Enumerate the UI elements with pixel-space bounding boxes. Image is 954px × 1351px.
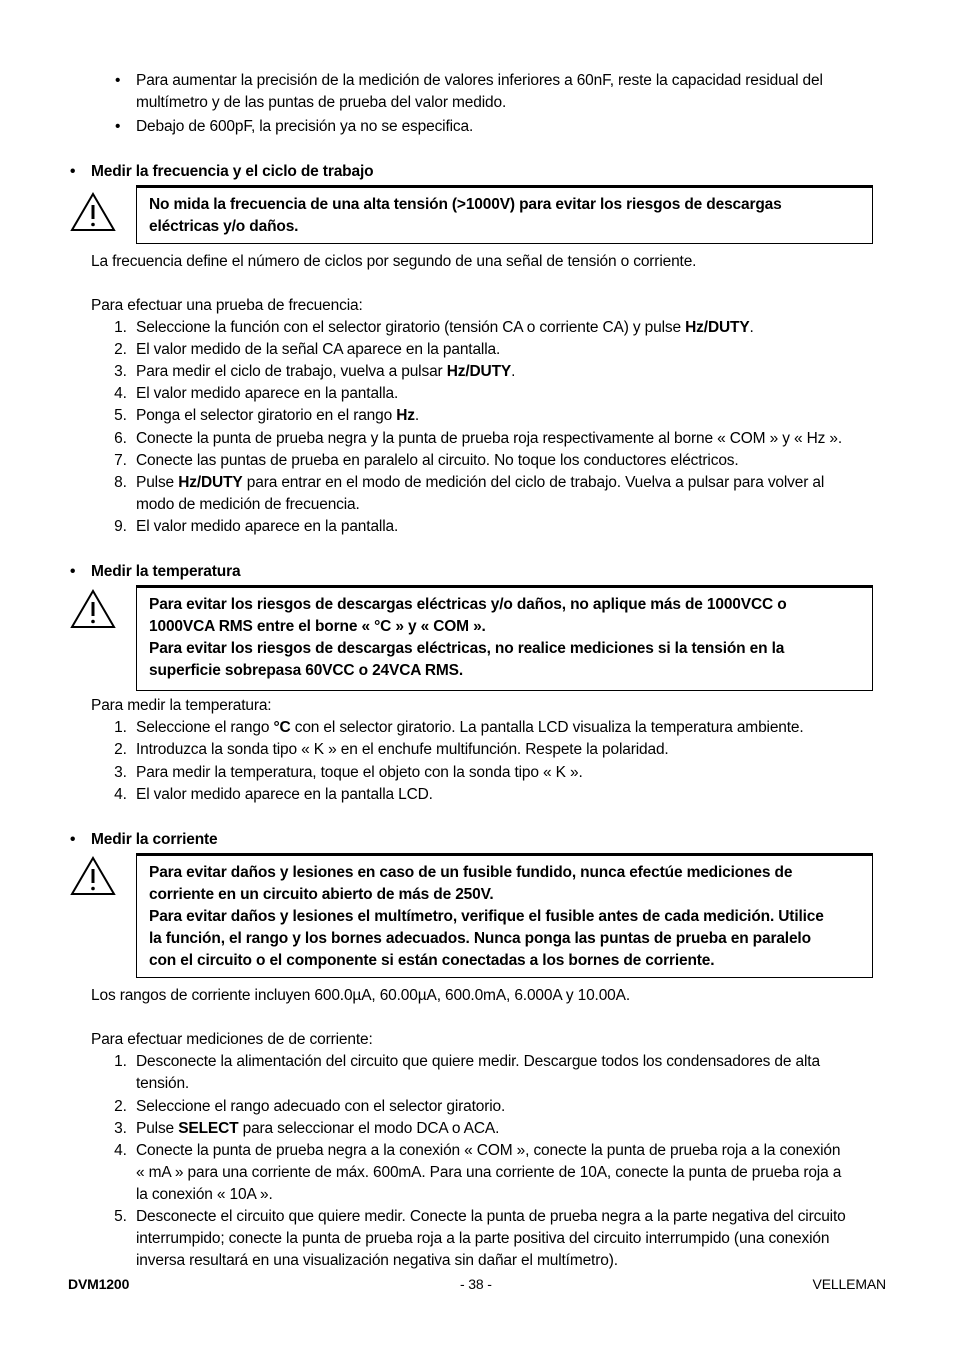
list-item: El valor medido aparece en la pantalla.	[136, 385, 399, 402]
list-item: Para medir el ciclo de trabajo, vuelva a pulsar Hz/DUTY.	[136, 363, 516, 380]
warning-line: la función, el rango y los bornes adecuados. Nunca ponga las puntas de prueba en paralelo	[149, 930, 811, 947]
step-number: 2.	[114, 1098, 127, 1115]
step-number: 5.	[114, 1208, 127, 1225]
warning-line: 1000VCA RMS entre el borne « °C » y « COM ».	[149, 618, 486, 635]
list-item-cont: modo de medición de frecuencia.	[136, 496, 360, 513]
list-item: Seleccione la función con el selector giratorio (tensión CA o corriente CA) y pulse Hz/DUTY.	[136, 319, 754, 336]
list-item: Desconecte el circuito que quiere medir. Conecte la punta de prueba negra a la parte negativa del circuito	[136, 1208, 846, 1225]
warning-box-frequency	[136, 187, 873, 244]
paragraph: La frecuencia define el número de ciclos por segundo de una señal de tensión o corriente.	[91, 253, 697, 270]
warning-triangle-icon	[70, 588, 116, 630]
step-number: 1.	[114, 319, 127, 336]
list-item-cont: « mA » para una corriente de máx. 600mA. Para una corriente de 10A, conecte la punta de prueba roja a	[136, 1164, 842, 1181]
warning-triangle-icon	[70, 855, 116, 897]
step-number: 8.	[114, 474, 127, 491]
step-number: 4.	[114, 786, 127, 803]
warning-line: Para evitar daños y lesiones en caso de un fusible fundido, nunca efectúe mediciones de	[149, 864, 793, 881]
step-number: 3.	[114, 1120, 127, 1137]
step-number: 9.	[114, 518, 127, 535]
step-number: 7.	[114, 452, 127, 469]
section-heading-frequency: • Medir la frecuencia y el ciclo de trabajo	[91, 161, 373, 183]
warning-triangle-icon	[70, 191, 116, 233]
step-number: 2.	[114, 341, 127, 358]
footer-page-number: - 38 -	[460, 1276, 492, 1292]
section-heading-temperature: • Medir la temperatura	[91, 561, 240, 583]
list-item: Conecte las puntas de prueba en paralelo al circuito. No toque los conductores eléctricos.	[136, 452, 739, 469]
warning-box-current	[136, 855, 873, 978]
warning-line: Para evitar los riesgos de descargas eléctricas y/o daños, no aplique más de 1000VCC o	[149, 596, 787, 613]
footer-brand: VELLEMAN	[812, 1276, 886, 1292]
list-item-cont: la conexión « 10A ».	[136, 1186, 273, 1203]
step-number: 4.	[114, 1142, 127, 1159]
list-item: El valor medido de la señal CA aparece en la pantalla.	[136, 341, 501, 358]
warning-line: corriente en un circuito abierto de más de 250V.	[149, 886, 494, 903]
paragraph: Para efectuar mediciones de de corriente:	[91, 1031, 373, 1048]
warning-line: con el circuito o el componente si están conectadas a los bornes de corriente.	[149, 952, 715, 969]
list-item: El valor medido aparece en la pantalla.	[136, 518, 399, 535]
warning-line: superficie sobrepasa 60VCC o 24VCA RMS.	[149, 662, 464, 679]
list-item: Para medir la temperatura, toque el objeto con la sonda tipo « K ».	[136, 764, 583, 781]
warning-line: Para evitar daños y lesiones el multímetro, verifique el fusible antes de cada medición. Utilice	[149, 908, 824, 925]
warning-line: No mida la frecuencia de una alta tensión (>1000V) para evitar los riesgos de descargas	[149, 196, 782, 213]
list-item-cont: inversa resultará en una visualización negativa sin dañar el multímetro).	[136, 1252, 618, 1269]
bullet-item-2: • Debajo de 600pF, la precisión ya no se especifica.	[136, 116, 473, 138]
list-item: El valor medido aparece en la pantalla LCD.	[136, 786, 433, 803]
step-number: 3.	[114, 363, 127, 380]
step-number: 6.	[114, 430, 127, 447]
paragraph: Para efectuar una prueba de frecuencia:	[91, 297, 363, 314]
footer-model: DVM1200	[68, 1276, 130, 1292]
bullet-item-1-cont: multímetro y de las puntas de prueba del valor medido.	[136, 94, 507, 111]
list-item: Seleccione el rango adecuado con el selector giratorio.	[136, 1098, 506, 1115]
list-item: Conecte la punta de prueba negra y la punta de prueba roja respectivamente al borne « COM » y « Hz ».	[136, 430, 843, 447]
warning-line: eléctricas y/o daños.	[149, 218, 299, 235]
step-number: 4.	[114, 385, 127, 402]
step-number: 1.	[114, 1053, 127, 1070]
list-item: Conecte la punta de prueba negra a la conexión « COM », conecte la punta de prueba roja a la conexión	[136, 1142, 841, 1159]
step-number: 1.	[114, 719, 127, 736]
list-item: Introduzca la sonda tipo « K » en el enchufe multifunción. Respete la polaridad.	[136, 741, 669, 758]
bullet-item-1: • Para aumentar la precisión de la medición de valores inferiores a 60nF, reste la capacidad residual del	[136, 70, 823, 92]
section-heading-current: • Medir la corriente	[91, 829, 218, 851]
paragraph: Para medir la temperatura:	[91, 697, 272, 714]
warning-line: Para evitar los riesgos de descargas eléctricas, no realice mediciones si la tensión en la	[149, 640, 785, 657]
list-item: Ponga el selector giratorio en el rango Hz.	[136, 407, 420, 424]
list-item: Seleccione el rango °C con el selector giratorio. La pantalla LCD visualiza la temperatura ambiente.	[136, 719, 804, 736]
step-number: 5.	[114, 407, 127, 424]
list-item: Desconecte la alimentación del circuito que quiere medir. Descargue todos los condensadores de alta	[136, 1053, 820, 1070]
list-item: Pulse Hz/DUTY para entrar en el modo de medición del ciclo de trabajo. Vuelva a pulsar para volver al	[136, 474, 825, 491]
step-number: 2.	[114, 741, 127, 758]
step-number: 3.	[114, 764, 127, 781]
list-item: Pulse SELECT para seleccionar el modo DCA o ACA.	[136, 1120, 500, 1137]
paragraph: Los rangos de corriente incluyen 600.0µA, 60.00µA, 600.0mA, 6.000A y 10.00A.	[91, 987, 630, 1004]
list-item-cont: interrumpido; conecte la punta de prueba roja a la parte positiva del circuito interrumpido (una conexión	[136, 1230, 830, 1247]
list-item-cont: tensión.	[136, 1075, 190, 1092]
warning-box-temperature	[136, 587, 873, 691]
